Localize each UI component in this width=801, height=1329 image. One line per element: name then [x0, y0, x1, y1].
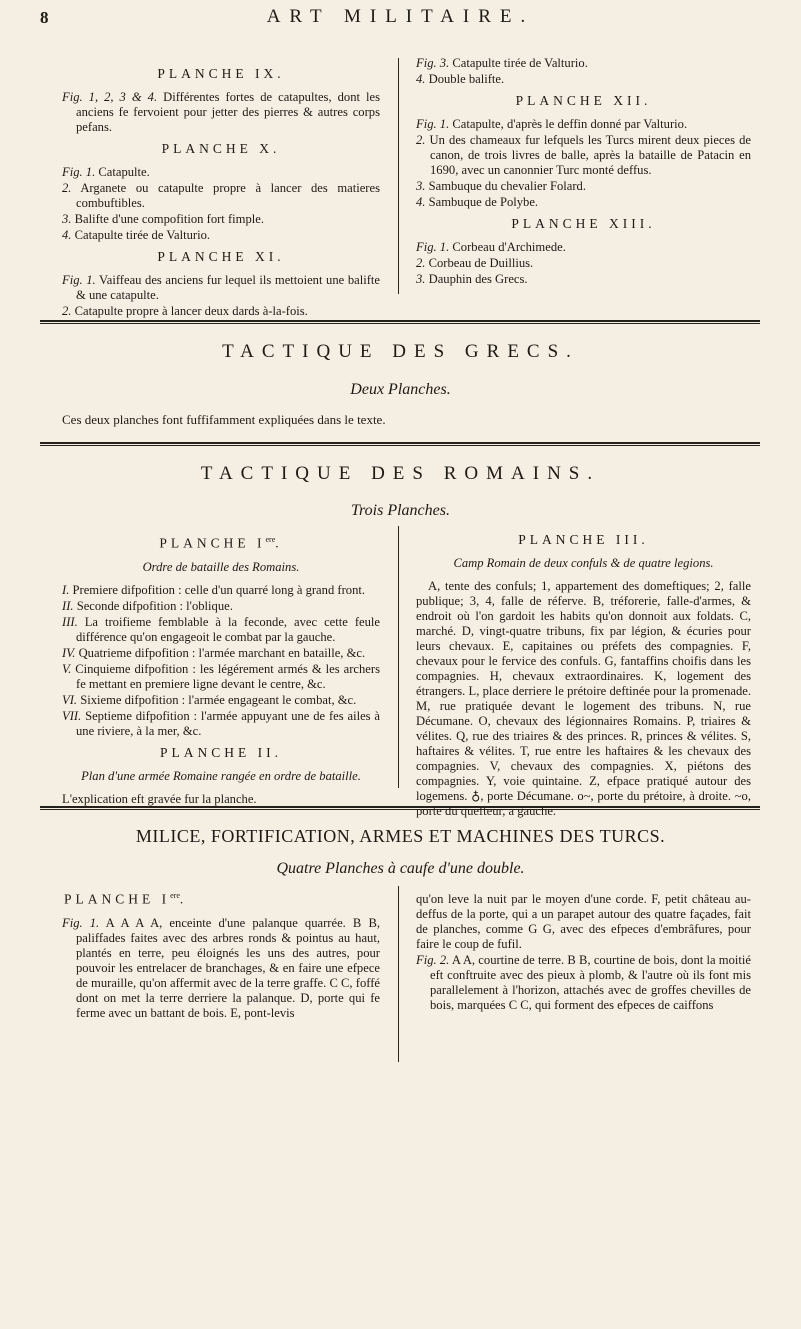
figure-entry: [416, 953, 751, 1013]
figure-text: Corbeau d'Archimede.: [449, 240, 566, 254]
figure-entry: [416, 56, 751, 71]
figure-text: Catapulte tirée de Valturio.: [449, 56, 588, 70]
figure-entry: [62, 583, 380, 598]
planche-heading: PLANCHE Iere.: [64, 891, 188, 907]
planche-subheading: Plan d'une armée Romaine rangée en ordre de bataille.: [81, 768, 361, 783]
figure-entry: [416, 117, 751, 132]
figure-label: Fig. 1.: [416, 117, 450, 131]
figure-text: Balifte d'une compofition fort fimple.: [71, 212, 264, 226]
figure-entry: [416, 240, 751, 255]
figure-label: 4.: [416, 195, 426, 209]
figure-label: Fig. 1.: [62, 165, 96, 179]
planche-heading: PLANCHE X.: [161, 141, 281, 156]
turcs-section: [0, 882, 801, 1172]
figure-entry: [62, 165, 380, 180]
figure-label: 2.: [62, 181, 72, 195]
figure-label: 2.: [416, 256, 426, 270]
figure-text: A A, courtine de terre. B B, courtine de bois, dont la moitié eft conftruite avec des pieux à plomb, & l'autre où ils font mis parallelement à l'horizon, attachés avec de groffes chevilles de bois, marquées C C, qui forment des efpeces de caiffons: [430, 953, 751, 1012]
figure-text: Sambuque du chevalier Folard.: [425, 179, 586, 193]
figure-label: Fig. 1, 2, 3 & 4.: [62, 90, 158, 104]
planche-heading: PLANCHE Iere.: [159, 535, 283, 551]
figure-text: Dauphin des Grecs.: [425, 272, 528, 286]
planche-heading: PLANCHE XIII.: [511, 216, 656, 231]
figure-text: Vaiffeau des anciens fur lequel ils mettoient une balifte & une catapulte.: [76, 273, 380, 302]
figure-label: Fig. 1.: [62, 273, 96, 287]
figure-label: Fig. 1.: [416, 240, 450, 254]
figure-text: Corbeau de Duillius.: [425, 256, 534, 270]
figure-text: La troifieme femblable à la feconde, avec cette feule différence qu'on engageoit le combat par la gauche.: [76, 614, 380, 644]
grecs-title: TACTIQUE DES GRECS.: [222, 341, 579, 362]
planche-heading: PLANCHE III.: [518, 532, 649, 547]
figure-label: VII.: [62, 708, 82, 723]
romains-title: TACTIQUE DES ROMAINS.: [200, 463, 601, 484]
figure-entry: [416, 72, 751, 87]
figure-entry: [62, 599, 380, 614]
romains-entries: [62, 583, 380, 739]
figure-label: V.: [62, 661, 72, 676]
figure-text: Quatrieme difpofition : l'armée marchant en bataille, &c.: [75, 645, 366, 660]
planche-paragraph: A, tente des confuls; 1, appartement des domeftiques; 2, falle publique; 3, 4, falle de réferve. B, tréforerie, falle-d'armes, & endroit où l'on gardoit les habits qu'on donnoit aux foldats. C, marché. D, vingt-quatre tribuns, fix par légion, & écuries pour leurs chevaux. E, capitaines ou préfets des compagnies. F, chevaux pour le fervice des confuls. G, fantaffins choifis dans les compagnies. H, chevaux extraordinaires. K, logement des étrangers. L, place derriere le prétoire deftinée pour la promenade. M, rue pratiquée devant le logement des tribuns. N, rue Décumane. O, chevaux des légionnaires Romains. P, triaires & vélites. Q, rue des triaires & des princes. R, princes & vélites. S, haftaires & vélites. T, rue entre les haftaires & les chevaux des compagnies. V, chevaux des compagnies. X, piétons des compagnies. Y, voie quintaine. Z, efpace pratiqué autour des logemens. ♁, porte Décumane. o~, porte du prétoire, à droite. ~o, porte du quefteur, à gauche.: [416, 579, 751, 818]
section-rule: [40, 806, 760, 810]
figure-label: 3.: [416, 179, 426, 193]
top-right-column: [416, 56, 751, 288]
figure-text: Seconde difpofition : l'oblique.: [73, 598, 233, 613]
figure-text: Catapulte.: [95, 165, 150, 179]
figure-entry: [416, 256, 751, 271]
turcs-subtitle: Quatre Planches à caufe d'une double.: [276, 860, 525, 877]
figure-text: Septieme difpofition : l'armée appuyant une de fes ailes à une riviere, à la mer, &c.: [76, 708, 380, 738]
romains-right-column: [416, 526, 751, 819]
figure-label: 4.: [62, 228, 72, 242]
turcs-title: MILICE, FORTIFICATION, ARMES ET MACHINES DES TURCS.: [135, 826, 666, 846]
figure-entry: [62, 662, 380, 692]
planche-subheading: Camp Romain de deux confuls & de quatre legions.: [453, 556, 714, 570]
planche-heading: PLANCHE IX.: [157, 66, 285, 81]
figure-text: Différentes fortes de catapultes, dont les anciens fe fervoient pour jetter des pierres & autres corps pefans.: [76, 90, 381, 134]
figure-text: Catapulte tirée de Valturio.: [71, 228, 211, 242]
figure-label: II.: [62, 598, 74, 613]
figure-entry: [416, 133, 751, 178]
figure-text: Premiere difpofition : celle d'un quarré long à grand front.: [69, 582, 366, 597]
figure-entry: [62, 615, 380, 645]
figure-text: Arganete ou catapulte propre à lancer des matieres combuftibles.: [71, 181, 380, 210]
figure-text: Catapulte, d'après le deffin donné par Valturio.: [449, 117, 688, 131]
figure-entry: [416, 179, 751, 194]
planche-subheading: Ordre de bataille des Romains.: [142, 559, 300, 574]
figure-label: 2.: [62, 304, 72, 318]
turcs-left-column: [62, 882, 380, 1022]
figure-entry: [416, 272, 751, 287]
page-number: 8: [40, 8, 49, 27]
figure-label: Fig. 1.: [62, 915, 100, 930]
grecs-subtitle: Deux Planches.: [350, 381, 451, 398]
figure-label: III.: [62, 614, 78, 629]
figure-label: 3.: [416, 272, 426, 286]
figure-label: 4.: [416, 72, 426, 86]
figure-entry: [62, 273, 380, 303]
figure-entry: [62, 212, 380, 227]
grecs-note: Ces deux planches font fuffifamment expliquées dans le texte.: [62, 412, 386, 427]
turcs-entries: [62, 916, 380, 1021]
column-divider: [398, 526, 399, 788]
figure-label: I.: [62, 582, 70, 597]
figure-text: Double balifte.: [425, 72, 505, 86]
figure-entry: [62, 304, 380, 319]
figure-text: Catapulte propre à lancer deux dards à-la-fois.: [71, 304, 308, 318]
column-divider: [398, 886, 399, 1062]
figure-text: Cinquieme difpofition : les légérement armés & les archers fe mettant en premiere ligne devant le centre, &c.: [71, 661, 380, 691]
planche-heading: PLANCHE XI.: [157, 249, 285, 264]
romains-section: [0, 526, 801, 818]
figure-label: IV.: [62, 645, 76, 660]
top-left-column: [62, 60, 380, 320]
figure-entry: [62, 709, 380, 739]
figure-label: 3.: [62, 212, 72, 226]
running-title: ART MILITAIRE.: [266, 6, 535, 27]
figure-text: Sixieme difpofition : l'armée engageant le combat, &c.: [77, 692, 357, 707]
figure-text: Sambuque de Polybe.: [425, 195, 539, 209]
figure-text: A A A A, enceinte d'une palanque quarrée. B B, paliffades faites avec des arbres ronds & pointus au haut, plantés en terre, peu éloignés les uns des autres, pour pouvoir les entrelacer de branchages, & en faire une efpece de muraille, qu'on affermit avec de la terre graffe. C C, foffé dont on met la terre derriere la palanque. D, porte qui fe ferme avec un battant de bois. E, pont-levis: [76, 915, 380, 1020]
figure-label: Fig. 2.: [416, 953, 450, 967]
figure-entry: [62, 228, 380, 243]
figure-entry: [62, 916, 380, 1021]
figure-entry: [416, 892, 751, 952]
figure-label: 2.: [416, 133, 426, 147]
section-rule: [40, 320, 760, 324]
romains-subtitle: Trois Planches.: [351, 502, 450, 519]
figure-entry: [62, 646, 380, 661]
section-rule: [40, 442, 760, 446]
figure-entry: [62, 181, 380, 211]
planche-heading: PLANCHE II.: [160, 744, 282, 760]
romains-left-column: [62, 526, 380, 807]
armes-anciennes-section: [0, 56, 801, 318]
figure-entry: [416, 195, 751, 210]
figure-label: VI.: [62, 692, 78, 707]
running-head: [0, 4, 801, 34]
turcs-right-column: [416, 892, 751, 1014]
figure-label: Fig. 3.: [416, 56, 450, 70]
column-divider: [398, 58, 399, 294]
figure-entry: [62, 90, 380, 135]
planche-paragraph: L'explication eft gravée fur la planche.: [62, 791, 257, 806]
figure-text: qu'on leve la nuit par le moyen d'une corde. F, petit château au-deffus de la porte, qui a un parapet autour des quatre façades, fait de planches, comme G G, avec des efpeces d'embrâfures, pour faire le coup de fufil.: [416, 892, 751, 951]
planche-heading: PLANCHE XII.: [515, 93, 652, 108]
figure-text: Un des chameaux fur lefquels les Turcs mirent deux pieces de canon, de trois livres de balle, après la bataille de Patacin en 1690, avec un canonnier Turc monté deffus.: [425, 133, 751, 177]
figure-entry: [62, 693, 380, 708]
